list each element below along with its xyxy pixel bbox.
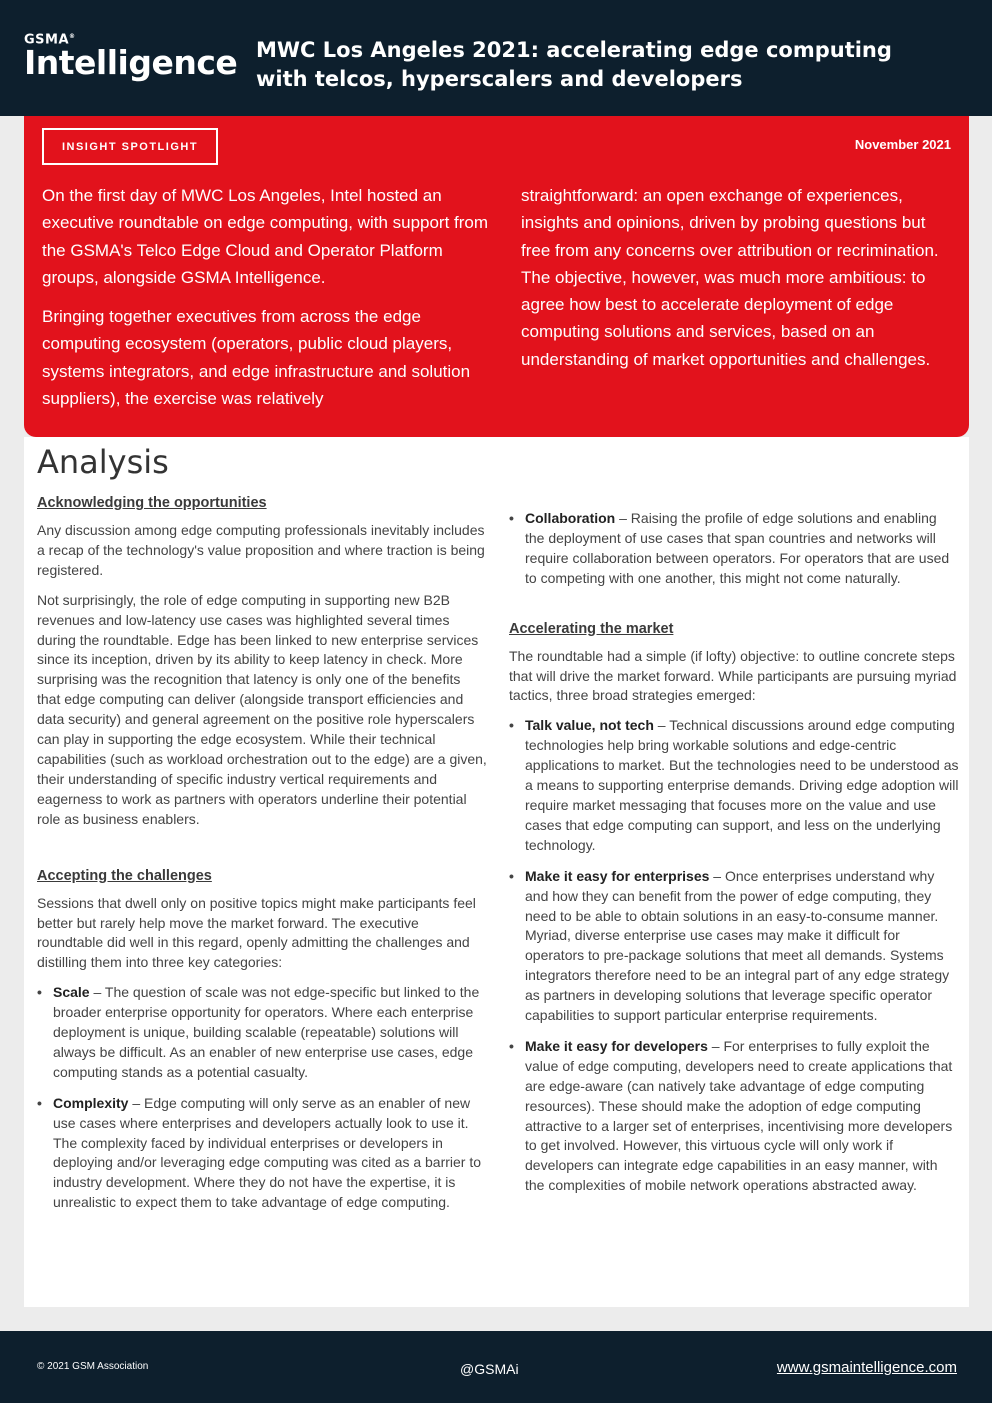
bullet-term: Scale (53, 984, 90, 1001)
bullet-icon: • (509, 510, 514, 526)
body-paragraph: The roundtable had a simple (if lofty) objective: to outline concrete steps that will drive the market forward. While participants are pursuing myriad tactics, three broad strategies emerged: (509, 647, 957, 704)
challenges-list-continued (509, 509, 959, 589)
intro-paragraph: Bringing together executives from across the edge computing ecosystem (operators, public cloud players, systems integrators, and edge infrastructure and solution suppliers), the exercise was relatively (42, 307, 471, 409)
page-footer (0, 1331, 992, 1403)
content-column-left (37, 495, 487, 1224)
logo-intelligence-text: Intelligence (24, 43, 238, 83)
bullet-term: Make it easy for enterprises (525, 867, 710, 884)
bullet-icon: • (509, 867, 514, 884)
list-item (509, 716, 959, 855)
twitter-handle: @GSMAi (460, 1361, 519, 1377)
body-paragraph: Sessions that dwell only on positive topics might make participants feel better but rarely help move the market forward. The executive roundtable did well in this regard, openly admitting the challenges and distilling them into three key categories: (37, 894, 476, 971)
intro-column-right (521, 182, 953, 385)
bullet-text: – The question of scale was not edge-specific but linked to the broader enterprise opportunity for operators. Where each enterprise deployment is unique, building scalable (repeatable) solutions will always be difficult. As an enabler of new enterprise use cases, edge computing stands as a potential casualty. (53, 984, 480, 1080)
bullet-text: – Once enterprises understand why and how they can benefit from the power of edge computing, they need to be able to obtain solutions in an easy-to-consume manner. Myriad, diverse enterprise use cases may make it difficult for operators to pre-package solutions that meet all demands. Systems integrators therefore need to be an integral part of any edge strategy as partners in developing solutions that leverage specific operator capabilities to support particular enterprise requirements. (525, 867, 950, 1024)
bullet-icon: • (37, 1094, 42, 1111)
insight-spotlight-panel (24, 116, 969, 437)
publication-date: November 2021 (854, 137, 951, 152)
website-link[interactable]: www.gsmaintelligence.com (776, 1359, 957, 1376)
list-item (509, 509, 959, 589)
strategies-list (509, 716, 959, 1196)
bullet-icon: • (37, 984, 42, 1001)
page-header (0, 0, 992, 116)
bullet-text: – For enterprises to fully exploit the value of edge computing, developers need to create applications that are edge-aware (can natively take advantage of edge computing resources). These should make the adoption of edge computing attractive to a larger set of enterprises, incentivising more developers to get involved. However, this virtuous cycle will only work if developers can integrate edge capabilities in an easy manner, with the complexities of mobile network operations abstracted away. (525, 1037, 953, 1194)
section-heading-challenges: Accepting the challenges (37, 867, 212, 884)
challenges-list (37, 983, 487, 1213)
bullet-text: – Technical discussions around edge computing technologies help bring workable solutions and edge-centric applications to market. But the technologies need to be understood as a means to supporting enterprise demands. Driving edge adoption will require market messaging that focuses more on the value and use cases that edge computing can support, and less on the underlying technology. (525, 717, 959, 853)
intro-paragraph: On the first day of MWC Los Angeles, Intel hosted an executive roundtable on edge computing, with support from the GSMA's Telco Edge Cloud and Operator Platform groups, alongside GSMA Intelligence. (42, 186, 489, 287)
bullet-term: Make it easy for developers (525, 1037, 708, 1054)
list-item (37, 1094, 487, 1213)
body-paragraph: Any discussion among edge computing professionals inevitably includes a recap of the technology's value proposition and where traction is being registered. (37, 522, 485, 578)
analysis-heading: Analysis (37, 443, 169, 481)
list-item (37, 983, 487, 1083)
intro-paragraph: straightforward: an open exchange of experiences, insights and opinions, driven by probing questions but free from any concerns over attribution or recrimination. The objective, however, was much more ambitious: to agree how best to accelerate deployment of edge computing solutions and services, based on an understanding of market opportunities and challenges. (521, 186, 939, 369)
analysis-content (24, 437, 969, 1307)
intro-column-left (42, 182, 490, 424)
page-title-line-1: MWC Los Angeles 2021: accelerating edge computing (256, 38, 892, 62)
section-heading-opportunities: Acknowledging the opportunities (37, 495, 267, 511)
bullet-icon: • (509, 1037, 514, 1054)
bullet-term: Collaboration (525, 510, 616, 526)
bullet-icon: • (509, 717, 514, 734)
page-title-line-2: with telcos, hyperscalers and developers (256, 67, 743, 91)
logo-registered-mark: ® (69, 33, 76, 40)
insight-spotlight-badge: INSIGHT SPOTLIGHT (42, 128, 218, 165)
copyright-text: © 2021 GSM Association (37, 1361, 149, 1372)
section-heading-market: Accelerating the market (509, 620, 674, 637)
list-item (509, 1037, 959, 1196)
content-column-right (509, 509, 959, 1207)
page-title (256, 36, 956, 94)
bullet-text: – Raising the profile of edge solutions and enabling the deployment of use cases that span countries and networks will require collaboration between operators. For operators that are used to competing with one another, this might not come naturally. (525, 510, 950, 586)
list-item (509, 867, 959, 1026)
bullet-term: Talk value, not tech (525, 717, 654, 734)
logo-gsma-text: GSMA (24, 32, 70, 48)
gsma-intelligence-logo (24, 30, 238, 83)
bullet-text: – Edge computing will only serve as an enabler of new use cases where enterprises and developers actually look to use it. The complexity faced by individual enterprises or developers in deploying and/or leveraging edge computing was cited as a barrier to industry development. Where they do not have the expertise, it is unrealistic to expect them to take advantage of edge computing. (53, 1094, 482, 1211)
body-paragraph: Not surprisingly, the role of edge computing in supporting new B2B revenues and low-latency use cases was highlighted several times during the roundtable. Edge has been linked to new enterprise services since its inception, driven by its ability to keep latency in check. More surprising was the recognition that latency is only one of the benefits that edge computing can deliver (alongside transport efficiencies and data security) and general agreement on the positive role hyperscalers can play in supporting the edge ecosystem. While their technical capabilities (such as workload orchestration out to the edge) are a given, their understanding of specific industry vertical requirements and eagerness to work as partners with operators underline their potential role as business enablers. (37, 591, 487, 827)
bullet-term: Complexity (53, 1094, 129, 1111)
